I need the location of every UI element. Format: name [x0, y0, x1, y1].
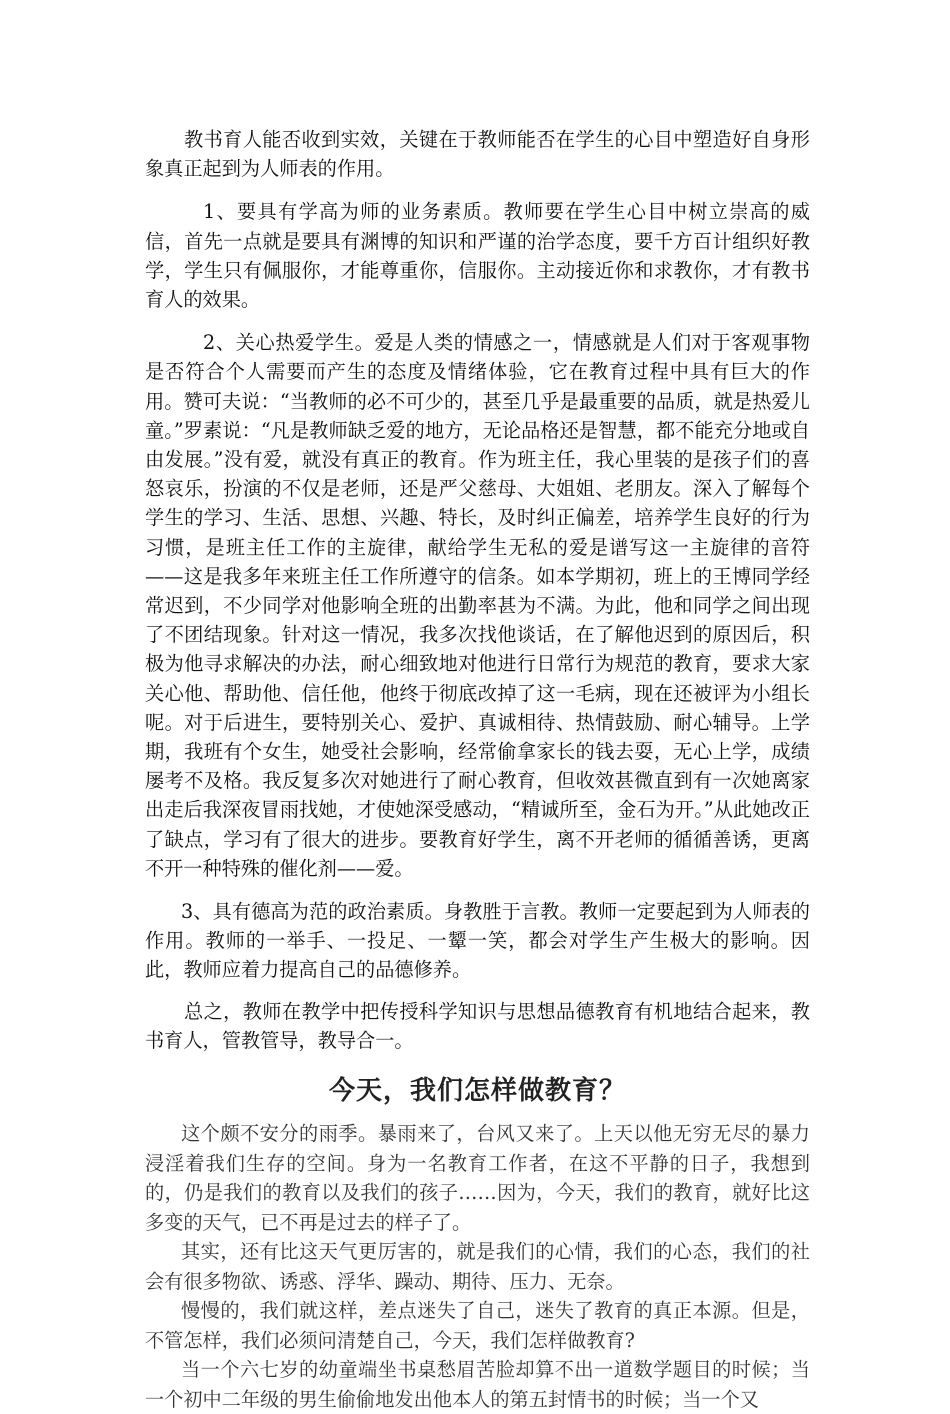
point-1-paragraph: 1、要具有学高为师的业务素质。教师要在学生心目中树立崇高的威信，首先一点就是要具有渊博的知识和严谨的治学态度，要千方百计组织好教学，学生只有佩服你，才能尊重你，信服你。主动接近你和求教你，才有教书育人的效果。 [145, 200, 810, 312]
article-paragraph: 慢慢的，我们就这样，差点迷失了自己，迷失了教育的真正本源。但是，不管怎样，我们必须问清楚自己，今天，我们怎样做教育? [145, 1299, 810, 1352]
article-title: 今天，我们怎样做教育？ [328, 1076, 626, 1107]
article-paragraph: 这个颇不安分的雨季。暴雨来了，台风又来了。上天以他无穷无尽的暴力浸淫着我们生存的空间。身为一名教育工作者，在这不平静的日子，我想到的，仍是我们的教育以及我们的孩子……因为，今天，我们的教育，就好比这多变的天气，已不再是过去的样子了。 [145, 1122, 810, 1234]
article-paragraph: 其实，还有比这天气更厉害的，就是我们的心情，我们的心态，我们的社会有很多物欲、诱惑、浮华、躁动、期待、压力、无奈。 [145, 1240, 810, 1293]
intro-paragraph: 教书育人能否收到实效，关键在于教师能否在学生的心目中塑造好自身形象真正起到为人师表的作用。 [145, 128, 810, 181]
article-paragraph: 当一个六七岁的幼童端坐书桌愁眉苦脸却算不出一道数学题目的时候；当一个初中二年级的男生偷偷地发出他本人的第五封情书的时候；当一个又 [145, 1358, 810, 1411]
conclusion-paragraph: 总之，教师在教学中把传授科学知识与思想品德教育有机地结合起来，教书育人，管教管导，教导合一。 [145, 999, 810, 1052]
point-2-paragraph: 2、关心热爱学生。爱是人类的情感之一，情感就是人们对于客观事物是否符合个人需要而产生的态度及情绪体验，它在教育过程中具有巨大的作用。赞可夫说：“当教师的必不可少的，甚至几乎是最重要的品质，就是热爱儿童。”罗素说：“凡是教师缺乏爱的地方，无论品格还是智慧，都不能充分地或自由发展。”没有爱，就没有真正的教育。作为班主任，我心里装的是孩子们的喜怒哀乐，扮演的不仅是老师，还是严父慈母、大姐姐、老朋友。深入了解每个学生的学习、生活、思想、兴趣、特长，及时纠正偏差，培养学生良好的行为习惯，是班主任工作的主旋律，献给学生无私的爱是谱写这一主旋律的音符——这是我多年来班主任工作所遵守的信条。如本学期初，班上的王博同学经常迟到，不少同学对他影响全班的出勤率甚为不满。为此，他和同学之间出现了不团结现象。针对这一情况，我多次找他谈话，在了解他迟到的原因后，积极为他寻求解决的办法，耐心细致地对他进行日常行为规范的教育，要求大家关心他、帮助他、信任他，他终于彻底改掉了这一毛病，现在还被评为小组长呢。对于后进生，要特别关心、爱护、真诚相待、热情鼓励、耐心辅导。上学期，我班有个女生，她受社会影响，经常偷拿家长的钱去耍，无心上学，成绩屡考不及格。我反复多次对她进行了耐心教育，但收效甚微直到有一次她离家出走后我深夜冒雨找她，才使她深受感动，“精诚所至，金石为开。”从此她改正了缺点，学习有了很大的进步。要教育好学生，离不开老师的循循善诱，更离不开一种特殊的催化剂——爱。 [145, 331, 810, 880]
point-3-paragraph: 3、具有德高为范的政治素质。身教胜于言教。教师一定要起到为人师表的作用。教师的一举手、一投足、一颦一笑，都会对学生产生极大的影响。因此，教师应着力提高自己的品德修养。 [145, 900, 810, 982]
document-body [145, 125, 810, 1414]
article-body [145, 1119, 810, 1414]
